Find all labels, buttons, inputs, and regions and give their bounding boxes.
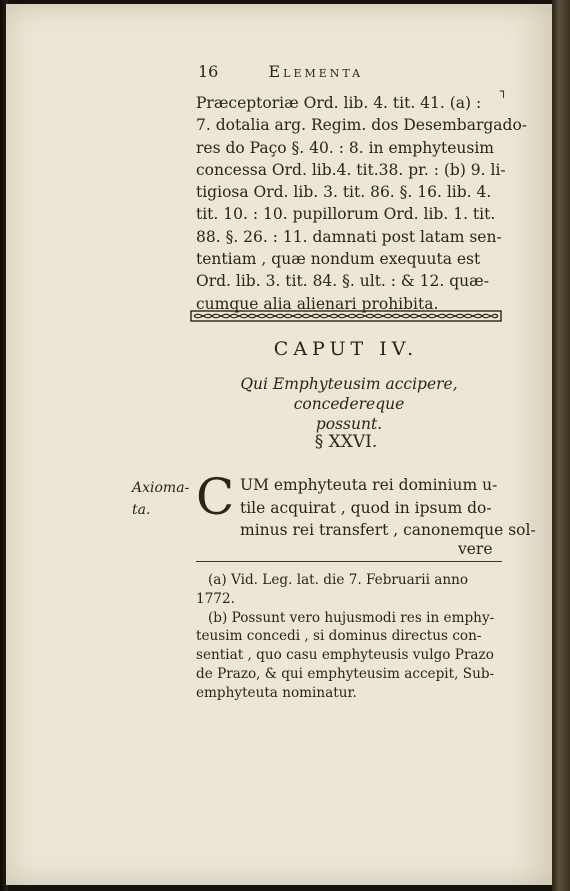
footnote-line: sentiat , quo casu emphyteusis vulgo Prazo: [196, 647, 494, 664]
footnote-line: 1772.: [196, 590, 235, 607]
footnote-line: (a) Vid. Leg. lat. die 7. Februarii anno: [208, 572, 469, 588]
body-text: [196, 92, 528, 315]
corner-mark: ┐: [500, 84, 508, 98]
paragraph-line: UM emphyteuta rei dominium u-: [240, 476, 498, 494]
footnote-line: (b) Possunt vero hujusmodi res in emphy-: [208, 609, 495, 626]
running-head: [198, 62, 418, 81]
footnotes: [196, 571, 506, 703]
body-line: Præceptoriæ Ord. lib. 4. tit. 41. (a) :: [196, 94, 482, 112]
footnote-rule: [196, 561, 502, 562]
footnote-line: de Prazo, & qui emphyteusim accepit, Sub-: [196, 665, 495, 682]
chapter-subtitle: [190, 374, 508, 434]
marginal-note-line: Axioma-: [132, 480, 190, 496]
paragraph-line: minus rei transfert , canonemque sol-: [240, 521, 536, 539]
paragraph-line: tile acquirat , quod in ipsum do-: [240, 498, 492, 517]
marginal-note: [132, 477, 188, 521]
page-number: 16: [198, 62, 219, 81]
body-line: tit. 10. : 10. pupillorum Ord. lib. 1. tit.: [196, 205, 496, 224]
catchword: vere: [458, 540, 493, 558]
ornamental-rule: [190, 310, 502, 322]
body-line: res do Paço §. 40. : 8. in emphyteusim: [196, 138, 494, 157]
footnote-line: teusim concedi , si dominus directus con-: [196, 628, 482, 645]
drop-cap: C: [196, 468, 235, 526]
page-edge: [552, 0, 570, 891]
footnote-line: emphyteuta nominatur.: [196, 684, 357, 701]
section-heading: § XXVI.: [314, 432, 378, 452]
paragraph: [240, 474, 536, 542]
body-line: cumque alia alienari prohibita.: [196, 294, 439, 313]
body-line: 7. dotalia arg. Regim. dos Desembargado-: [196, 116, 528, 135]
chapter-title: CAPUT IV.: [273, 338, 419, 360]
body-line: tentiam , quæ nondum exequuta est: [196, 250, 481, 269]
body-line: concessa Ord. lib.4. tit.38. pr. : (b) 9. li-: [196, 160, 506, 179]
body-line: 88. §. 26. : 11. damnati post latam sen-: [196, 227, 502, 246]
body-line: Ord. lib. 3. tit. 84. §. ult. : & 12. quæ-: [196, 272, 489, 291]
chapter-subtitle-line: possunt.: [315, 415, 383, 433]
marginal-note-line: ta.: [132, 502, 151, 518]
running-title: Elementa: [268, 62, 364, 81]
chapter-subtitle-line: Qui Emphyteusim accipere, concedereque: [240, 375, 458, 413]
body-line: tigiosa Ord. lib. 3. tit. 86. §. 16. lib. 4.: [196, 183, 492, 202]
